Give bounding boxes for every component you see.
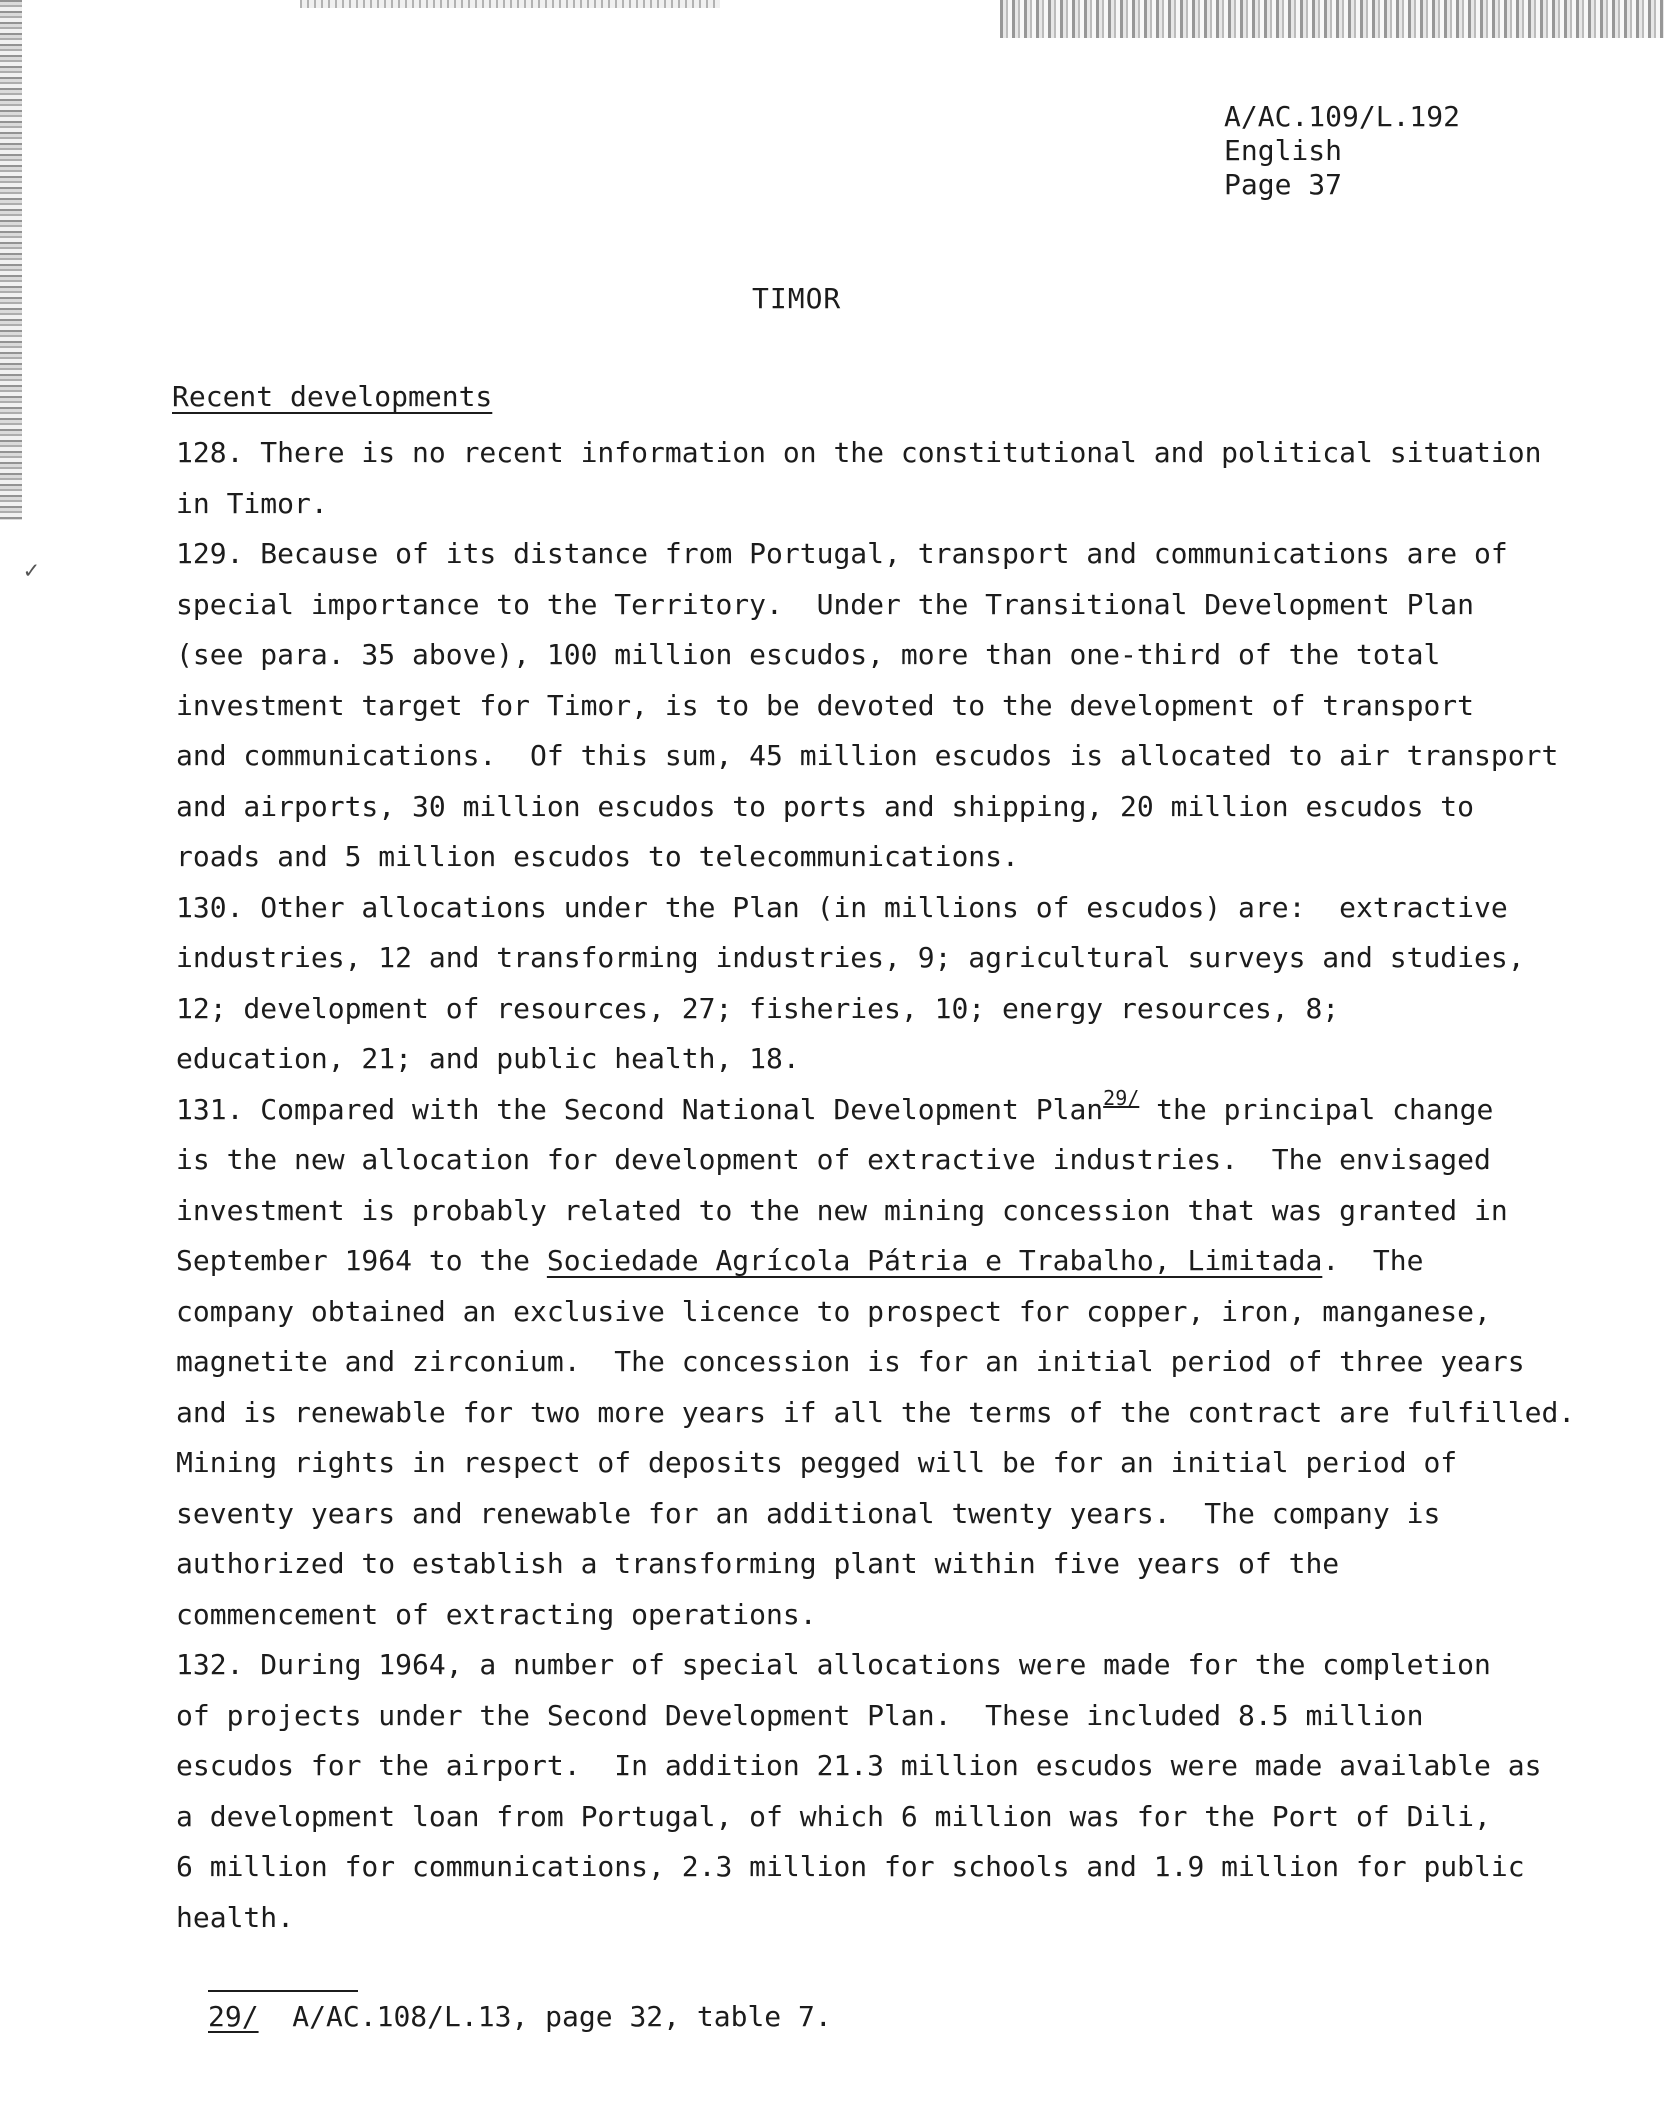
paragraph-130-line: industries, 12 and transforming industries, 9; agricultural surveys and studies, bbox=[176, 941, 1525, 974]
document-symbol: A/AC.109/L.192 bbox=[1224, 100, 1461, 133]
paragraph-129-line: special importance to the Territory. Under the Transitional Development Plan bbox=[176, 587, 1475, 621]
paragraph-129-line: investment target for Timor, is to be devoted to the development of transport bbox=[176, 688, 1475, 722]
paragraph-132-line: of projects under the Second Development Plan. These included 8.5 million bbox=[176, 1698, 1424, 1732]
page-title: TIMOR bbox=[752, 282, 842, 315]
paragraph-128-line: in Timor. bbox=[176, 486, 328, 520]
paragraph-130-line: 130. Other allocations under the Plan (in millions of escudos) are: extractive bbox=[176, 890, 1508, 924]
scan-top-artifact-small bbox=[300, 0, 720, 8]
body-text bbox=[176, 428, 1576, 1943]
paragraph-129-line: roads and 5 million escudos to telecommunications. bbox=[176, 840, 1019, 873]
paragraph-132-line: health. bbox=[176, 1900, 295, 1934]
paragraph-129-line: and communications. Of this sum, 45 million escudos is allocated to air transport bbox=[176, 739, 1559, 772]
paragraph-131-line: is the new allocation for development of extractive industries. The envisaged bbox=[176, 1143, 1491, 1176]
company-name: Sociedade Agrícola Pátria e Trabalho, Limitada bbox=[546, 1244, 1323, 1277]
footnote bbox=[208, 2000, 832, 2033]
paragraph-131-line: company obtained an exclusive licence to prospect for copper, iron, manganese, bbox=[176, 1294, 1491, 1328]
page-number: Page 37 bbox=[1224, 168, 1343, 201]
paragraph-131-text: 131. Compared with the Second National Development Plan bbox=[176, 1092, 1104, 1126]
paragraph-132-line: 6 million for communications, 2.3 million for schools and 1.9 million for public bbox=[176, 1850, 1525, 1883]
paragraph-131-text: the principal change bbox=[1139, 1092, 1494, 1126]
paragraph-132-line: a development loan from Portugal, of which 6 million was for the Port of Dili, bbox=[176, 1799, 1491, 1833]
document-header bbox=[1224, 100, 1460, 202]
paragraph-128-line: 128. There is no recent information on the constitutional and political situation bbox=[176, 436, 1542, 469]
paragraph-129-line: and airports, 30 million escudos to ports and shipping, 20 million escudos to bbox=[176, 789, 1475, 823]
paragraph-131-line: and is renewable for two more years if all the terms of the contract are fulfilled. bbox=[176, 1395, 1576, 1429]
scan-top-artifact bbox=[1000, 0, 1664, 38]
document-language: English bbox=[1224, 134, 1343, 167]
footnote-reference: 29/ bbox=[1103, 1085, 1140, 1110]
footnote-text: A/AC.108/L.13, page 32, table 7. bbox=[258, 2000, 832, 2033]
paragraph-131-text: . The bbox=[1322, 1244, 1424, 1277]
paragraph-131-line: magnetite and zirconium. The concession is for an initial period of three years bbox=[176, 1345, 1525, 1378]
paragraph-131-text: September 1964 to the bbox=[176, 1244, 547, 1277]
footnote-divider bbox=[208, 1990, 358, 1992]
section-heading: Recent developments bbox=[172, 380, 493, 413]
paragraph-131-line bbox=[176, 1085, 1576, 1136]
paragraph-131-line: Mining rights in respect of deposits pegged will be for an initial period of bbox=[176, 1446, 1458, 1479]
paragraph-130-line: education, 21; and public health, 18. bbox=[176, 1042, 800, 1075]
check-mark-icon: ✓ bbox=[24, 556, 39, 584]
paragraph-129-line: 129. Because of its distance from Portugal, transport and communications are of bbox=[176, 537, 1508, 570]
paragraph-131-line: authorized to establish a transforming plant within five years of the bbox=[176, 1547, 1340, 1580]
paragraph-131-line bbox=[176, 1236, 1576, 1287]
paragraph-132-line: 132. During 1964, a number of special allocations were made for the completion bbox=[176, 1648, 1491, 1681]
paragraph-130-line: 12; development of resources, 27; fisheries, 10; energy resources, 8; bbox=[176, 991, 1340, 1025]
paragraph-131-line: investment is probably related to the new mining concession that was granted in bbox=[176, 1193, 1508, 1227]
paragraph-132-line: escudos for the airport. In addition 21.3 million escudos were made available as bbox=[176, 1749, 1542, 1782]
footnote-mark: 29/ bbox=[208, 2000, 259, 2033]
scan-edge-artifact bbox=[0, 0, 22, 520]
paragraph-129-line: (see para. 35 above), 100 million escudos, more than one-third of the total bbox=[176, 638, 1441, 671]
paragraph-131-line: commencement of extracting operations. bbox=[176, 1597, 817, 1631]
paragraph-131-line: seventy years and renewable for an additional twenty years. The company is bbox=[176, 1496, 1441, 1530]
